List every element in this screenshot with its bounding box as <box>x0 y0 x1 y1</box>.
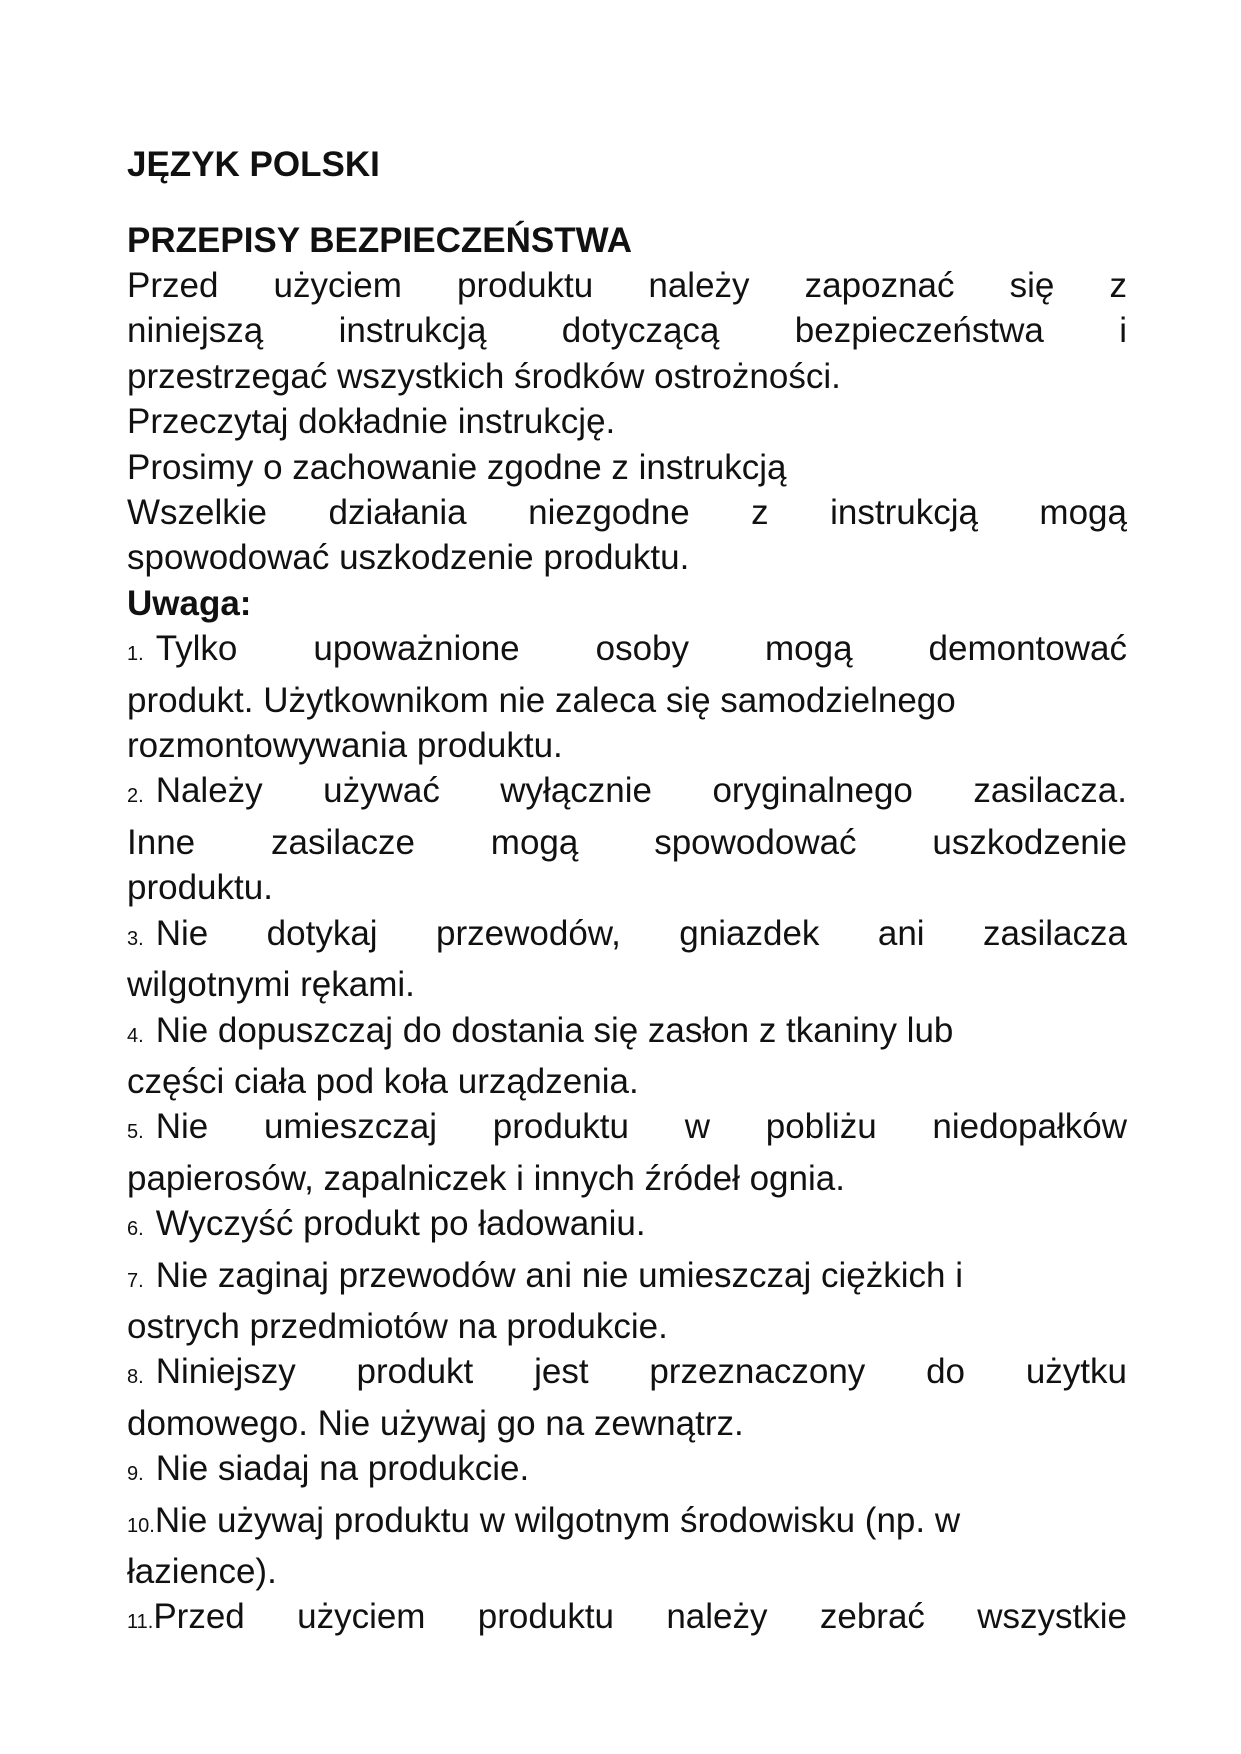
list-item <box>127 1104 1127 1201</box>
item-text: Tylko upoważnione osoby mogą demontować <box>155 629 1127 669</box>
item-text: rozmontowywania produktu. <box>127 726 563 766</box>
section-heading: PRZEPISY BEZPIECZEŃSTWA <box>127 221 632 260</box>
item-text: Należy używać wyłącznie oryginalnego zasilacza. <box>155 771 1127 811</box>
item-text: wilgotnymi rękami. <box>127 965 415 1005</box>
list-item-first-line <box>127 1446 1127 1497</box>
item-number: 4. <box>127 1024 144 1047</box>
list-item-first-line <box>127 768 1127 819</box>
list-item-first-line <box>127 1104 1127 1155</box>
item-number: 7. <box>127 1269 144 1292</box>
warning-label: Uwaga: <box>127 583 252 623</box>
list-item-first-line <box>127 1201 1127 1252</box>
item-text: Niniejszy produkt jest przeznaczony do użytku <box>155 1352 1127 1392</box>
list-item-first-line <box>127 911 1127 962</box>
intro-line: Przeczytaj dokładnie instrukcję. <box>127 402 616 442</box>
item-number: 2. <box>127 785 144 808</box>
item-text: części ciała pod koła urządzenia. <box>127 1061 639 1101</box>
item-text: produktu. <box>127 868 273 908</box>
list-item <box>127 1201 1127 1252</box>
list-item <box>127 768 1127 910</box>
list-item <box>127 1253 1127 1350</box>
item-text: ostrych przedmiotów na produkcie. <box>127 1306 668 1346</box>
document-page <box>127 128 1127 1646</box>
list-item <box>127 1594 1127 1645</box>
item-text: Nie dopuszczaj do dostania się zasłon z tkaniny lub <box>155 1010 954 1050</box>
item-number: 6. <box>127 1218 144 1241</box>
list-item-first-line <box>127 1349 1127 1400</box>
list-item-first-line <box>127 1008 1127 1059</box>
list-item <box>127 911 1127 1008</box>
language-heading: JĘZYK POLSKI <box>127 145 380 184</box>
item-text: Przed użyciem produktu należy zebrać wszystkie <box>153 1597 1127 1637</box>
list-item <box>127 626 1127 768</box>
item-number: 9. <box>127 1463 144 1486</box>
intro-line: spowodować uszkodzenie produktu. <box>127 538 690 578</box>
safety-list <box>127 626 1127 1646</box>
item-text: Inne zasilacze mogą spowodować uszkodzenie <box>127 822 1127 862</box>
item-number: 3. <box>127 927 144 950</box>
item-number: 10. <box>127 1514 155 1537</box>
intro-line: Przed użyciem produktu należy zapoznać się z <box>127 266 1127 305</box>
item-text: Nie zaginaj przewodów ani nie umieszczaj ciężkich i <box>155 1255 963 1295</box>
intro-line: Wszelkie działania niezgodne z instrukcją mogą <box>127 493 1127 533</box>
item-text: produkt. Użytkownikom nie zaleca się samodzielnego <box>127 680 956 720</box>
item-text: papierosów, zapalniczek i innych źródeł ognia. <box>127 1158 845 1198</box>
list-item-first-line <box>127 626 1127 677</box>
intro-line: niniejszą instrukcją dotyczącą bezpieczeństwa i <box>127 311 1127 351</box>
intro-line: przestrzegać wszystkich środków ostrożności. <box>127 356 841 396</box>
item-number: 1. <box>127 643 144 666</box>
intro-paragraph <box>127 263 1127 581</box>
item-text: Nie używaj produktu w wilgotnym środowisku (np. w <box>154 1500 961 1540</box>
list-item-first-line <box>127 1253 1127 1304</box>
item-number: 5. <box>127 1121 144 1144</box>
list-item <box>127 1498 1127 1595</box>
item-number: 11. <box>127 1611 154 1634</box>
heading-spacer <box>127 202 1127 218</box>
item-text: Nie umieszczaj produktu w pobliżu niedopałków <box>155 1107 1127 1147</box>
item-text: Wyczyść produkt po ładowaniu. <box>155 1204 646 1244</box>
list-item <box>127 1446 1127 1497</box>
list-item-first-line <box>127 1594 1127 1645</box>
item-number: 8. <box>127 1366 144 1389</box>
list-item <box>127 1008 1127 1105</box>
item-text: Nie siadaj na produkcie. <box>155 1449 530 1489</box>
item-text: domowego. Nie używaj go na zewnątrz. <box>127 1403 744 1443</box>
item-text: łazience). <box>127 1551 277 1591</box>
intro-line: Prosimy o zachowanie zgodne z instrukcją <box>127 447 787 487</box>
list-item-first-line <box>127 1498 1127 1549</box>
item-text: Nie dotykaj przewodów, gniazdek ani zasilacza <box>155 913 1127 953</box>
list-item <box>127 1349 1127 1446</box>
